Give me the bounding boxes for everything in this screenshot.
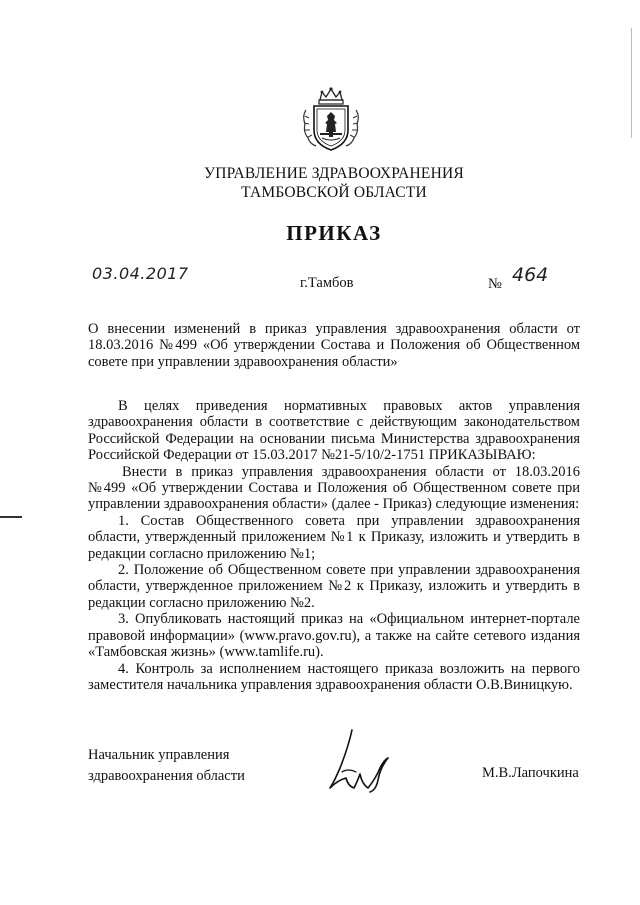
signatory-title-line1: Начальник управления bbox=[88, 747, 230, 763]
signatory-name: М.В.Лапочкина bbox=[482, 765, 579, 781]
binding-mark bbox=[0, 516, 22, 518]
document-body bbox=[88, 398, 580, 693]
scan-edge-mark bbox=[631, 28, 632, 138]
signatory-title-line2: здравоохранения области bbox=[88, 768, 245, 784]
document-city: г.Тамбов bbox=[300, 275, 354, 291]
body-item-3: 3. Опубликовать настоящий приказ на «Официальном интернет-портале правовой информации» (www.pravo.gov.ru), а также на сайте сетевого издания «Тамбовская жизнь» (www.tamlife.ru). bbox=[88, 611, 580, 661]
handwritten-signature-icon bbox=[318, 728, 398, 798]
document-subject bbox=[88, 321, 580, 370]
body-intro: Внести в приказ управления здравоохранения области от 18.03.2016 №499 «Об утверждении Состава и Положения об Общественном совете при управлении здравоохранения области» (далее - Приказ) следующие изменения: bbox=[88, 463, 580, 513]
document-number-label: № bbox=[488, 276, 502, 292]
organization-name-line2: ТАМБОВСКОЙ ОБЛАСТИ bbox=[241, 184, 427, 201]
organization-name-line1: УПРАВЛЕНИЕ ЗДРАВООХРАНЕНИЯ bbox=[204, 165, 464, 182]
signatory-title bbox=[88, 745, 245, 787]
document-number: 464 bbox=[512, 264, 549, 286]
tambov-coat-of-arms-icon bbox=[300, 86, 362, 154]
body-preamble: В целях приведения нормативных правовых актов управления здравоохранения области в соответствие с действующим законодательством Российской Федерации на основании письма Министерства здравоохранения Российской Федерации от 15.03.2017 №21-5/10/2-1751 ПРИКАЗЫВАЮ: bbox=[88, 398, 580, 464]
body-item-2: 2. Положение об Общественном совете при управлении здравоохранения области, утвержденное приложением №2 к Приказу, изложить и утвердить в редакции согласно приложению №2. bbox=[88, 562, 580, 611]
body-item-1: 1. Состав Общественного совета при управлении здравоохранения области, утвержденный приложением №1 к Приказу, изложить и утвердить в редакции согласно приложению №1; bbox=[88, 512, 580, 562]
subject-text: О внесении изменений в приказ управления здравоохранения области от 18.03.2016 №499 «Об утверждении Состава и Положения об Общественном совете при управлении здравоохранения области» bbox=[88, 321, 580, 370]
document-date: 03.04.2017 bbox=[92, 264, 189, 283]
document-title: ПРИКАЗ bbox=[286, 221, 382, 245]
body-item-4: 4. Контроль за исполнением настоящего приказа возложить на первого заместителя начальника управления здравоохранения области О.В.Виницкую. bbox=[88, 660, 580, 693]
